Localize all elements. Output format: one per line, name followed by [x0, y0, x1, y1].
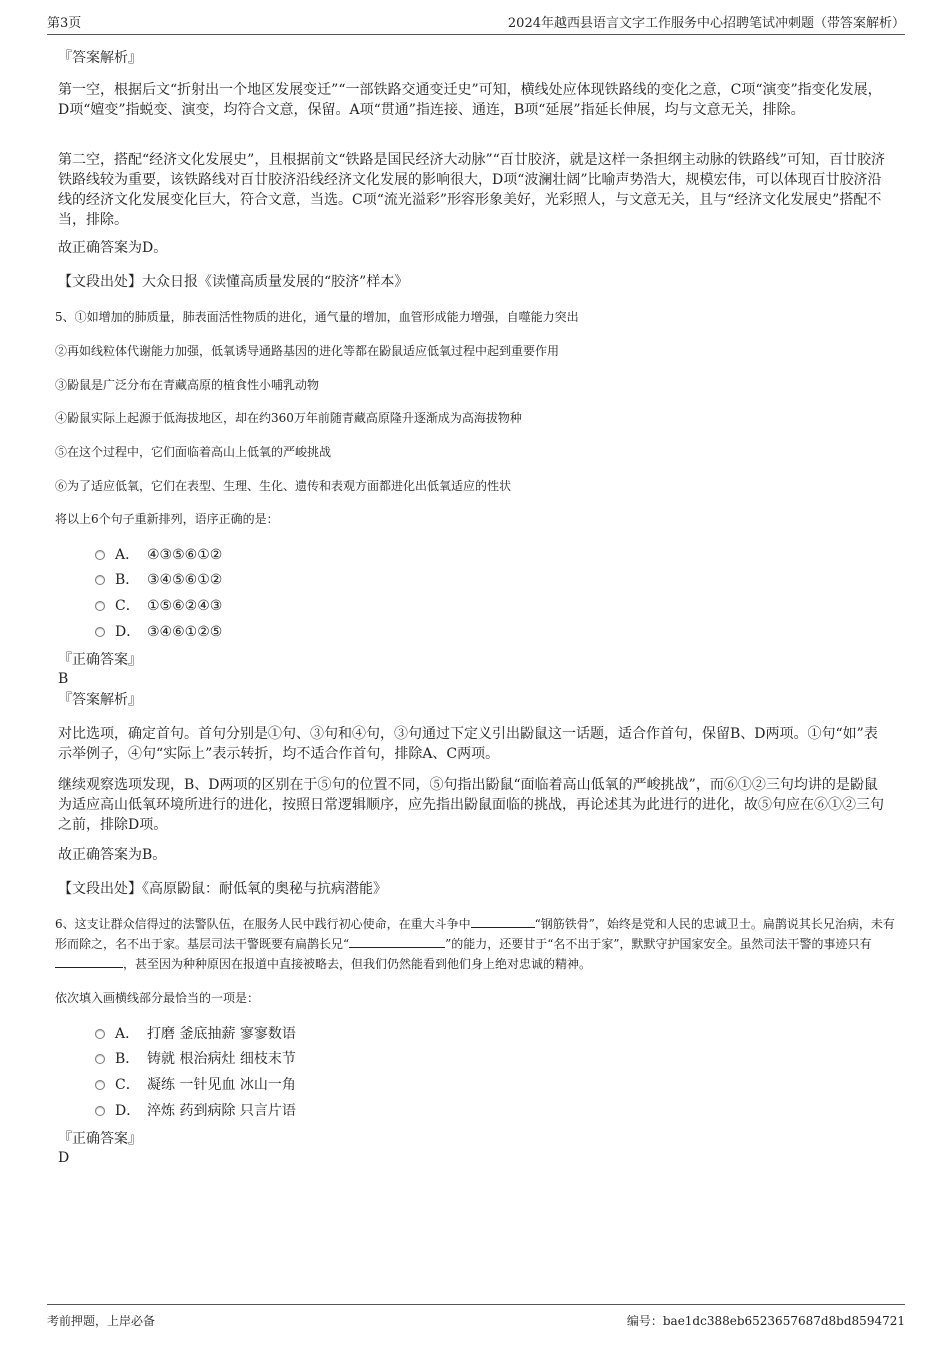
option-c[interactable] — [95, 1075, 296, 1095]
question-sentence: ④鼢鼠实际上起源于低海拔地区，却在约360万年前随青藏高原隆升逐渐成为高海拔物种 — [55, 411, 522, 425]
footer-slogan: 考前押题，上岸必备 — [47, 1314, 156, 1328]
option-text: ④③⑤⑥①② — [147, 547, 223, 563]
option-text: ③④⑥①②⑤ — [147, 624, 223, 640]
stem-text: ”的能力，还要甘于“名不出于家”，默默守护国家安全。虽然司法干警的事迹只有 — [445, 937, 872, 951]
option-c[interactable] — [95, 596, 222, 616]
option-a[interactable] — [95, 545, 222, 565]
option-d[interactable] — [95, 1101, 296, 1121]
radio-button[interactable] — [95, 1080, 105, 1090]
option-label: B． — [115, 572, 140, 588]
radio-button[interactable] — [95, 550, 105, 560]
answer-label: 『正确答案』 — [58, 652, 142, 668]
fill-blank — [471, 915, 535, 928]
option-text: ③④⑤⑥①② — [147, 572, 223, 588]
source-citation: 【文段出处】大众日报《读懂高质量发展的“胶济”样本》 — [58, 274, 409, 290]
option-a[interactable] — [95, 1024, 296, 1044]
analysis-paragraph: 第二空，搭配“经济文化发展史”，且根据前文“铁路是国民经济大动脉”“百廿胶济，就是这样一条担纲主动脉的铁路线”可知，百廿胶济铁路线较为重要，该铁路线对百廿胶济沿线经济文化发展的影响很大，D项“波澜壮阔”比喻声势浩大，规模宏伟，可以体现百廿胶济沿线的经济文化发展变化巨大，符合文意，当选。C项“流光溢彩”形容形象美好，光彩照人，与文意无关，且与“经济文化发展史”搭配不当，排除。 — [58, 152, 885, 228]
analysis-label: 『答案解析』 — [58, 692, 142, 708]
option-label: D． — [115, 1103, 141, 1119]
option-label: D． — [115, 624, 141, 640]
question-sentence: ②再如线粒体代谢能力加强，低氧诱导通路基因的进化等都在鼢鼠适应低氧过程中起到重要作用 — [55, 344, 560, 358]
question-prompt: 将以上6个句子重新排列，语序正确的是： — [55, 512, 279, 526]
radio-button[interactable] — [95, 1106, 105, 1116]
radio-button[interactable] — [95, 1054, 105, 1064]
option-text: 铸就 根治病灶 细枝末节 — [147, 1051, 296, 1067]
fill-blank — [349, 935, 445, 948]
question-sentence: ⑤在这个过程中，它们面临着高山上低氧的严峻挑战 — [55, 445, 332, 459]
stem-text: 6、这支让群众信得过的法警队伍，在服务人民中践行初心使命，在重大斗争中 — [55, 917, 471, 931]
question-sentence: ③鼢鼠是广泛分布在青藏高原的植食性小哺乳动物 — [55, 378, 320, 392]
answer-conclusion: 故正确答案为B。 — [58, 847, 167, 863]
answer-value: D — [58, 1150, 70, 1166]
question-prompt: 依次填入画横线部分最恰当的一项是： — [55, 991, 260, 1005]
option-text: 打磨 釜底抽薪 寥寥数语 — [147, 1026, 296, 1042]
radio-button[interactable] — [95, 601, 105, 611]
option-label: A． — [115, 1026, 140, 1042]
answer-value: B — [58, 671, 69, 687]
option-text: 淬炼 药到病除 只言片语 — [147, 1103, 296, 1119]
analysis-paragraph: 对比选项，确定首句。首句分别是①句、③句和④句，③句通过下定义引出鼢鼠这一话题，适合作首句，保留B、D两项。①句“如”表示举例子，④句“实际上”表示转折，均不适合作首句，排除A、C两项。 — [58, 726, 878, 762]
option-label: C． — [115, 598, 140, 614]
option-b[interactable] — [95, 570, 222, 590]
answer-conclusion: 故正确答案为D。 — [58, 240, 168, 256]
question-sentence: ⑥为了适应低氧，它们在表型、生理、生化、遗传和表观方面都进化出低氧适应的性状 — [55, 479, 512, 493]
page-number: 第3页 — [47, 16, 82, 31]
stem-text: “钢筋铁骨”，始终是党和人民的忠诚卫士。扁鹊说其长兄治病，未有形而除之，名不出于家。基层司法干警既要有扁鹊长兄“ — [55, 917, 895, 951]
option-label: C． — [115, 1077, 140, 1093]
option-label: A． — [115, 547, 140, 563]
option-text: ①⑤⑥②④③ — [147, 598, 223, 614]
analysis-paragraph: 第一空，根据后文“折射出一个地区发展变迁”“一部铁路交通变迁史”可知，横线处应体现铁路线的变化之意，C项“演变”指变化发展，D项“嬗变”指蜕变、演变，均符合文意，保留。A项“贯通”指连接、通连，B项“延展”指延长伸展，均与文意无关，排除。 — [58, 82, 882, 118]
question-sentence: 5、①如增加的肺质量，肺表面活性物质的进化，通气量的增加，血管形成能力增强，自噬能力突出 — [55, 310, 579, 324]
option-label: B． — [115, 1051, 140, 1067]
page-header — [47, 12, 905, 35]
analysis-paragraph: 继续观察选项发现，B、D两项的区别在于⑤句的位置不同，⑤句指出鼢鼠“面临着高山低氧的严峻挑战”，而⑥①②三句均讲的是鼢鼠为适应高山低氧环境所进行的进化，按照日常逻辑顺序，应先指出鼢鼠面临的挑战，再论述其为此进行的进化，故⑤句应在⑥①②三句之前，排除D项。 — [58, 777, 884, 833]
radio-button[interactable] — [95, 575, 105, 585]
radio-button[interactable] — [95, 1029, 105, 1039]
fill-blank — [55, 955, 123, 968]
source-citation: 【文段出处】《高原鼢鼠：耐低氧的奥秘与抗病潜能》 — [58, 881, 387, 897]
option-text: 凝练 一针见血 冰山一角 — [147, 1077, 296, 1093]
option-d[interactable] — [95, 622, 222, 642]
option-b[interactable] — [95, 1049, 296, 1069]
answer-label: 『正确答案』 — [58, 1131, 142, 1147]
page-footer — [47, 1304, 905, 1329]
stem-text: ，甚至因为种种原因在报道中直接被略去，但我们仍然能看到他们身上绝对忠诚的精神。 — [123, 957, 592, 971]
radio-button[interactable] — [95, 627, 105, 637]
question-stem — [55, 914, 895, 974]
analysis-label: 『答案解析』 — [58, 50, 142, 66]
document-title: 2024年越西县语言文字工作服务中心招聘笔试冲刺题（带答案解析） — [507, 16, 905, 31]
document-id: 编号：bae1dc388eb6523657687d8bd8594721 — [626, 1314, 905, 1328]
